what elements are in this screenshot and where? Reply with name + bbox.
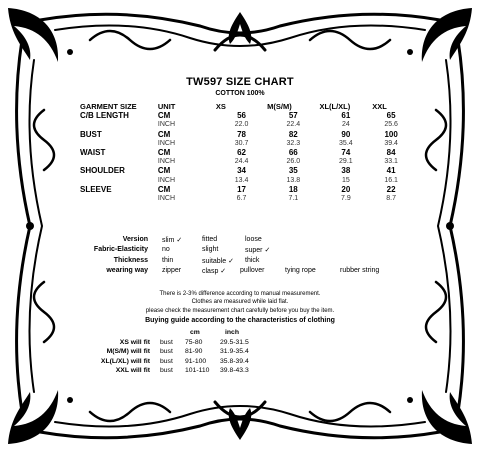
guide-size-label: XXL will fit bbox=[115, 367, 150, 374]
value-cell: 35.4 bbox=[339, 139, 353, 147]
value-cell: 22.0 bbox=[234, 121, 249, 129]
value-cell: 78 bbox=[237, 129, 246, 139]
guide-size-label: XL(L/XL) will fit bbox=[100, 357, 150, 365]
attribute-elasticity bbox=[80, 246, 420, 256]
value-cell: 22.4 bbox=[286, 121, 301, 129]
guide-part: bust bbox=[160, 357, 173, 365]
value-cell: 18 bbox=[288, 184, 298, 194]
unit-cell: INCH bbox=[157, 195, 176, 203]
guide-size-label: XS will fit bbox=[119, 338, 150, 346]
value-cell: 35 bbox=[288, 166, 298, 176]
attribute-option: pullover bbox=[240, 267, 265, 275]
chart-title: TW597 SIZE CHART bbox=[186, 76, 294, 88]
guide-inch: 29.5-31.5 bbox=[220, 338, 249, 346]
table-row bbox=[80, 194, 410, 203]
guide-cm: 75-80 bbox=[185, 338, 203, 346]
value-cell: 13.8 bbox=[286, 176, 301, 184]
value-cell: 61 bbox=[341, 111, 351, 121]
guide-part: bust bbox=[160, 367, 173, 374]
unit-cell: CM bbox=[157, 129, 171, 139]
guide-inch: 39.8-43.3 bbox=[220, 367, 249, 374]
guide-cm: 91-100 bbox=[185, 357, 207, 365]
list-item bbox=[80, 358, 420, 368]
value-cell: 65 bbox=[386, 111, 396, 121]
table-row bbox=[80, 139, 410, 148]
attribute-option: fitted bbox=[202, 236, 218, 243]
material-label: COTTON 100% bbox=[215, 90, 265, 97]
guide-size-label: M(S/M) will fit bbox=[106, 348, 150, 355]
value-cell: 38 bbox=[341, 166, 351, 176]
unit-cell: CM bbox=[157, 166, 171, 176]
attribute-option: tying rope bbox=[285, 267, 316, 275]
unit-cell: INCH bbox=[157, 121, 176, 129]
table-row bbox=[80, 120, 410, 129]
guide-cm: 101-110 bbox=[185, 367, 210, 374]
guide-part: bust bbox=[160, 338, 173, 346]
value-cell: 22 bbox=[386, 184, 396, 194]
row-label: C/B LENGTH bbox=[80, 111, 129, 121]
value-cell: 30.7 bbox=[234, 139, 249, 147]
guide-inch: 35.8-39.4 bbox=[220, 357, 249, 365]
size-table bbox=[80, 102, 410, 203]
attribute-version bbox=[80, 236, 420, 246]
attribute-wearing-way bbox=[80, 267, 420, 277]
value-cell: 24 bbox=[341, 121, 350, 129]
header-xs: XS bbox=[215, 102, 226, 111]
value-cell: 39.4 bbox=[384, 139, 398, 147]
attribute-label: wearing way bbox=[106, 267, 148, 275]
header-unit: UNIT bbox=[157, 102, 176, 111]
attribute-option: clasp ✓ bbox=[202, 268, 227, 276]
row-label: SLEEVE bbox=[80, 184, 112, 194]
garment-attributes bbox=[80, 236, 420, 278]
unit-cell: INCH bbox=[157, 176, 176, 184]
attribute-thickness bbox=[80, 257, 420, 267]
size-chart-content bbox=[70, 68, 410, 398]
value-cell: 13.4 bbox=[234, 176, 249, 184]
value-cell: 6.7 bbox=[236, 195, 247, 203]
attribute-option: slim ✓ bbox=[162, 237, 183, 244]
measurement-notes bbox=[70, 290, 410, 315]
value-cell: 16.1 bbox=[384, 176, 398, 184]
attribute-label: Thickness bbox=[113, 256, 148, 264]
value-cell: 25.6 bbox=[384, 121, 398, 129]
guide-inch: 31.9-35.4 bbox=[220, 348, 249, 355]
buying-guide-header bbox=[80, 329, 420, 339]
table-row bbox=[80, 166, 410, 175]
attribute-option: thin bbox=[162, 256, 174, 264]
attribute-option: loose bbox=[245, 236, 262, 243]
value-cell: 33.1 bbox=[384, 158, 398, 166]
value-cell: 17 bbox=[237, 184, 246, 194]
value-cell: 26.0 bbox=[286, 158, 301, 166]
row-label: WAIST bbox=[80, 148, 106, 158]
attribute-option: no bbox=[162, 246, 170, 254]
attribute-option: slight bbox=[202, 246, 219, 254]
header-garment-size: GARMENT SIZE bbox=[80, 102, 137, 111]
value-cell: 74 bbox=[341, 148, 351, 158]
header-xxl: XXL bbox=[372, 102, 387, 111]
list-item bbox=[80, 348, 420, 358]
guide-part: bust bbox=[160, 348, 173, 355]
attribute-label: Fabric-Elasticity bbox=[93, 246, 148, 254]
value-cell: 8.7 bbox=[386, 195, 396, 203]
value-cell: 41 bbox=[386, 166, 396, 176]
attribute-label: Version bbox=[122, 236, 148, 243]
table-row bbox=[80, 185, 410, 194]
unit-cell: INCH bbox=[157, 139, 176, 147]
guide-col-cm: cm bbox=[190, 329, 200, 336]
attribute-option: super ✓ bbox=[245, 247, 271, 255]
value-cell: 7.9 bbox=[340, 195, 351, 203]
value-cell: 56 bbox=[237, 111, 246, 121]
header-xl: XL(L/XL) bbox=[319, 102, 351, 111]
guide-col-inch: inch bbox=[225, 329, 239, 336]
table-row bbox=[80, 148, 410, 157]
buying-guide bbox=[80, 329, 420, 377]
attribute-option: thick bbox=[245, 256, 260, 264]
value-cell: 24.4 bbox=[234, 158, 249, 166]
note-line: please check the measurement chart carefully before you buy the item. bbox=[145, 307, 335, 314]
value-cell: 29.1 bbox=[339, 158, 353, 166]
value-cell: 20 bbox=[341, 184, 351, 194]
table-header-row bbox=[80, 102, 410, 111]
table-row bbox=[80, 157, 410, 166]
value-cell: 100 bbox=[384, 129, 398, 139]
note-line: Clothes are measured while laid flat. bbox=[191, 299, 289, 306]
table-row bbox=[80, 111, 410, 120]
value-cell: 34 bbox=[237, 166, 246, 176]
value-cell: 62 bbox=[237, 148, 246, 158]
attribute-option: suitable ✓ bbox=[202, 257, 234, 265]
value-cell: 57 bbox=[288, 111, 298, 121]
guide-cm: 81-90 bbox=[185, 348, 203, 355]
value-cell: 7.1 bbox=[288, 195, 299, 203]
value-cell: 82 bbox=[288, 129, 298, 139]
unit-cell: CM bbox=[157, 148, 171, 158]
value-cell: 15 bbox=[341, 176, 350, 184]
attribute-option: zipper bbox=[162, 267, 182, 275]
value-cell: 66 bbox=[288, 148, 298, 158]
attribute-option: rubber string bbox=[340, 267, 380, 275]
row-label: SHOULDER bbox=[80, 166, 125, 176]
table-row bbox=[80, 176, 410, 185]
unit-cell: INCH bbox=[157, 158, 176, 166]
buying-guide-heading: Buying guide according to the characteristics of clothing bbox=[145, 317, 335, 324]
note-line: There is 2-3% difference according to manual measurement. bbox=[159, 291, 321, 297]
unit-cell: CM bbox=[157, 184, 171, 194]
value-cell: 84 bbox=[386, 148, 396, 158]
list-item bbox=[80, 367, 420, 377]
unit-cell: CM bbox=[157, 111, 171, 121]
value-cell: 90 bbox=[341, 129, 351, 139]
table-row bbox=[80, 130, 410, 139]
value-cell: 32.3 bbox=[286, 139, 301, 147]
row-label: BUST bbox=[80, 129, 102, 139]
list-item bbox=[80, 339, 420, 349]
header-m: M(S/M) bbox=[267, 102, 292, 111]
